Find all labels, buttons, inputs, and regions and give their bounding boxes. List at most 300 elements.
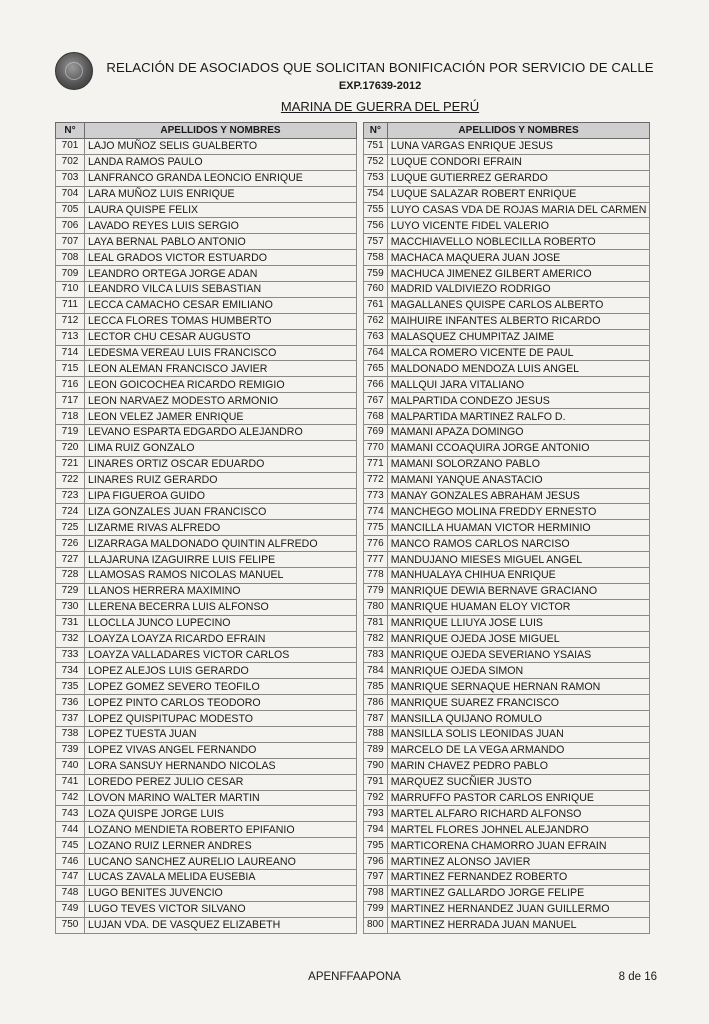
- table-row: [56, 170, 357, 186]
- row-number: 782: [364, 631, 388, 647]
- page-title: RELACIÓN DE ASOCIADOS QUE SOLICITAN BONIFICACIÓN POR SERVICIO DE CALLE: [106, 60, 654, 75]
- member-name: MALLQUI JARA VITALIANO: [387, 377, 650, 393]
- row-number: 800: [364, 917, 388, 933]
- row-number: 794: [364, 822, 388, 838]
- row-number: 729: [56, 583, 85, 599]
- member-name: LOPEZ ALEJOS LUIS GERARDO: [85, 663, 357, 679]
- row-number: 790: [364, 758, 388, 774]
- row-number: 772: [364, 472, 388, 488]
- member-name: LEON VELEZ JAMER ENRIQUE: [85, 409, 357, 425]
- roster-table-left: [55, 122, 357, 934]
- row-number: 740: [56, 758, 85, 774]
- table-row: [364, 377, 650, 393]
- member-name: LEVANO ESPARTA EDGARDO ALEJANDRO: [85, 425, 357, 441]
- row-number: 724: [56, 504, 85, 520]
- member-name: MANCHEGO MOLINA FREDDY ERNESTO: [387, 504, 650, 520]
- member-name: MANRIQUE HUAMAN ELOY VICTOR: [387, 599, 650, 615]
- page-number: 8 de 16: [618, 971, 657, 983]
- member-name: MANRIQUE LLIUYA JOSE LUIS: [387, 615, 650, 631]
- row-number: 709: [56, 266, 85, 282]
- table-row: [364, 599, 650, 615]
- row-number: 752: [364, 154, 388, 170]
- row-number: 787: [364, 711, 388, 727]
- member-name: LEANDRO ORTEGA JORGE ADAN: [85, 266, 357, 282]
- row-number: 733: [56, 647, 85, 663]
- member-name: LLOCLLA JUNCO LUPECINO: [85, 615, 357, 631]
- row-number: 799: [364, 901, 388, 917]
- table-row: [56, 742, 357, 758]
- row-number: 732: [56, 631, 85, 647]
- table-row: [364, 472, 650, 488]
- table-row: [364, 409, 650, 425]
- member-name: LANFRANCO GRANDA LEONCIO ENRIQUE: [85, 170, 357, 186]
- member-name: MAMANI YANQUE ANASTACIO: [387, 472, 650, 488]
- row-number: 778: [364, 568, 388, 584]
- member-name: MACHACA MAQUERA JUAN JOSE: [387, 250, 650, 266]
- table-row: [364, 869, 650, 885]
- table-row: [56, 615, 357, 631]
- row-number: 748: [56, 885, 85, 901]
- table-row: [56, 663, 357, 679]
- table-row: [56, 536, 357, 552]
- row-number: 717: [56, 393, 85, 409]
- row-number: 725: [56, 520, 85, 536]
- table-row: [364, 568, 650, 584]
- row-number: 734: [56, 663, 85, 679]
- table-row: [364, 154, 650, 170]
- member-name: MANRIQUE SERNAQUE HERNAN RAMON: [387, 679, 650, 695]
- row-number: 776: [364, 536, 388, 552]
- row-number: 720: [56, 440, 85, 456]
- table-row: [56, 568, 357, 584]
- institution-seal-icon: [55, 52, 93, 90]
- row-number: 771: [364, 456, 388, 472]
- table-row: [364, 583, 650, 599]
- member-name: LEANDRO VILCA LUIS SEBASTIAN: [85, 282, 357, 298]
- member-name: LUQUE CONDORI EFRAIN: [387, 154, 650, 170]
- member-name: LOAYZA LOAYZA RICARDO EFRAIN: [85, 631, 357, 647]
- row-number: 749: [56, 901, 85, 917]
- member-name: MARTINEZ ALONSO JAVIER: [387, 854, 650, 870]
- member-name: LIPA FIGUEROA GUIDO: [85, 488, 357, 504]
- row-number: 775: [364, 520, 388, 536]
- member-name: MAMANI SOLORZANO PABLO: [387, 456, 650, 472]
- table-row: [56, 154, 357, 170]
- table-row: [364, 520, 650, 536]
- member-name: LEAL GRADOS VICTOR ESTUARDO: [85, 250, 357, 266]
- member-name: MARTEL FLORES JOHNEL ALEJANDRO: [387, 822, 650, 838]
- table-row: [364, 504, 650, 520]
- member-name: MARIN CHAVEZ PEDRO PABLO: [387, 758, 650, 774]
- table-row: [56, 869, 357, 885]
- roster-table-right: [363, 122, 650, 934]
- table-row: [364, 917, 650, 933]
- row-number: 769: [364, 425, 388, 441]
- table-row: [56, 695, 357, 711]
- table-row: [364, 822, 650, 838]
- row-number: 756: [364, 218, 388, 234]
- member-name: MANRIQUE OJEDA SEVERIANO YSAIAS: [387, 647, 650, 663]
- member-name: MALPARTIDA MARTINEZ RALFO D.: [387, 409, 650, 425]
- member-name: LOPEZ VIVAS ANGEL FERNANDO: [85, 742, 357, 758]
- row-number: 789: [364, 742, 388, 758]
- table-row: [56, 599, 357, 615]
- member-name: MARTEL ALFARO RICHARD ALFONSO: [387, 806, 650, 822]
- row-number: 750: [56, 917, 85, 933]
- table-row: [364, 186, 650, 202]
- member-name: LOPEZ PINTO CARLOS TEODORO: [85, 695, 357, 711]
- member-name: LIZARME RIVAS ALFREDO: [85, 520, 357, 536]
- table-row: [364, 329, 650, 345]
- member-name: LEON GOICOCHEA RICARDO REMIGIO: [85, 377, 357, 393]
- member-name: MAGALLANES QUISPE CARLOS ALBERTO: [387, 297, 650, 313]
- row-number: 730: [56, 599, 85, 615]
- table-row: [56, 679, 357, 695]
- member-name: MANRIQUE OJEDA SIMON: [387, 663, 650, 679]
- row-number: 723: [56, 488, 85, 504]
- row-number: 702: [56, 154, 85, 170]
- row-number: 731: [56, 615, 85, 631]
- member-name: LOREDO PEREZ JULIO CESAR: [85, 774, 357, 790]
- member-name: LLANOS HERRERA MAXIMINO: [85, 583, 357, 599]
- member-name: MANSILLA QUIJANO ROMULO: [387, 711, 650, 727]
- table-row: [364, 282, 650, 298]
- table-row: [56, 758, 357, 774]
- footer-organization: APENFFAAPONA: [308, 971, 401, 983]
- table-row: [56, 631, 357, 647]
- column-header-name: APELLIDOS Y NOMBRES: [387, 123, 650, 139]
- member-name: LUYO CASAS VDA DE ROJAS MARIA DEL CARMEN: [387, 202, 650, 218]
- table-row: [56, 472, 357, 488]
- table-row: [364, 695, 650, 711]
- row-number: 795: [364, 838, 388, 854]
- table-row: [56, 711, 357, 727]
- member-name: LECTOR CHU CESAR AUGUSTO: [85, 329, 357, 345]
- row-number: 755: [364, 202, 388, 218]
- table-row: [364, 425, 650, 441]
- row-number: 774: [364, 504, 388, 520]
- row-number: 701: [56, 139, 85, 155]
- table-row: [56, 917, 357, 933]
- table-row: [56, 202, 357, 218]
- member-name: LINARES RUIZ GERARDO: [85, 472, 357, 488]
- row-number: 746: [56, 854, 85, 870]
- row-number: 791: [364, 774, 388, 790]
- row-number: 792: [364, 790, 388, 806]
- table-row: [56, 361, 357, 377]
- table-row: [364, 393, 650, 409]
- table-row: [56, 456, 357, 472]
- row-number: 705: [56, 202, 85, 218]
- row-number: 753: [364, 170, 388, 186]
- member-name: MANDUJANO MIESES MIGUEL ANGEL: [387, 552, 650, 568]
- row-number: 767: [364, 393, 388, 409]
- table-row: [56, 822, 357, 838]
- column-header-name: APELLIDOS Y NOMBRES: [85, 123, 357, 139]
- table-row: [364, 552, 650, 568]
- table-header-row: [364, 123, 650, 139]
- row-number: 742: [56, 790, 85, 806]
- table-row: [364, 250, 650, 266]
- row-number: 710: [56, 282, 85, 298]
- table-row: [364, 631, 650, 647]
- row-number: 751: [364, 139, 388, 155]
- table-row: [364, 345, 650, 361]
- table-row: [364, 758, 650, 774]
- member-name: MARCELO DE LA VEGA ARMANDO: [387, 742, 650, 758]
- member-name: MACHUCA JIMENEZ GILBERT AMERICO: [387, 266, 650, 282]
- row-number: 770: [364, 440, 388, 456]
- row-number: 741: [56, 774, 85, 790]
- member-name: LLAJARUNA IZAGUIRRE LUIS FELIPE: [85, 552, 357, 568]
- table-row: [364, 456, 650, 472]
- member-name: MALPARTIDA CONDEZO JESUS: [387, 393, 650, 409]
- member-name: MALDONADO MENDOZA LUIS ANGEL: [387, 361, 650, 377]
- row-number: 721: [56, 456, 85, 472]
- table-row: [364, 536, 650, 552]
- member-name: LOPEZ TUESTA JUAN: [85, 726, 357, 742]
- row-number: 781: [364, 615, 388, 631]
- table-row: [56, 345, 357, 361]
- table-row: [364, 202, 650, 218]
- row-number: 786: [364, 695, 388, 711]
- member-name: LECCA CAMACHO CESAR EMILIANO: [85, 297, 357, 313]
- row-number: 736: [56, 695, 85, 711]
- table-row: [364, 615, 650, 631]
- member-name: MADRID VALDIVIEZO RODRIGO: [387, 282, 650, 298]
- roster-body-right: [364, 139, 650, 934]
- member-name: LOPEZ QUISPITUPAC MODESTO: [85, 711, 357, 727]
- table-row: [56, 250, 357, 266]
- row-number: 712: [56, 313, 85, 329]
- row-number: 754: [364, 186, 388, 202]
- table-row: [364, 297, 650, 313]
- row-number: 728: [56, 568, 85, 584]
- table-row: [364, 806, 650, 822]
- table-row: [56, 440, 357, 456]
- member-name: MANHUALAYA CHIHUA ENRIQUE: [387, 568, 650, 584]
- row-number: 706: [56, 218, 85, 234]
- table-row: [364, 901, 650, 917]
- row-number: 711: [56, 297, 85, 313]
- member-name: LAURA QUISPE FELIX: [85, 202, 357, 218]
- table-row: [364, 488, 650, 504]
- member-name: LEON NARVAEZ MODESTO ARMONIO: [85, 393, 357, 409]
- table-row: [56, 297, 357, 313]
- row-number: 793: [364, 806, 388, 822]
- row-number: 727: [56, 552, 85, 568]
- row-number: 788: [364, 726, 388, 742]
- column-header-number: N°: [56, 123, 85, 139]
- table-row: [56, 901, 357, 917]
- row-number: 762: [364, 313, 388, 329]
- member-name: LAYA BERNAL PABLO ANTONIO: [85, 234, 357, 250]
- member-name: LUNA VARGAS ENRIQUE JESUS: [387, 139, 650, 155]
- member-name: LUGO BENITES JUVENCIO: [85, 885, 357, 901]
- row-number: 783: [364, 647, 388, 663]
- table-row: [56, 504, 357, 520]
- member-name: MANRIQUE OJEDA JOSE MIGUEL: [387, 631, 650, 647]
- member-name: MARRUFFO PASTOR CARLOS ENRIQUE: [387, 790, 650, 806]
- row-number: 747: [56, 869, 85, 885]
- table-row: [56, 282, 357, 298]
- member-name: LUCANO SANCHEZ AURELIO LAUREANO: [85, 854, 357, 870]
- row-number: 744: [56, 822, 85, 838]
- table-row: [56, 790, 357, 806]
- member-name: LUQUE GUTIERREZ GERARDO: [387, 170, 650, 186]
- row-number: 768: [364, 409, 388, 425]
- table-row: [56, 409, 357, 425]
- member-name: LUQUE SALAZAR ROBERT ENRIQUE: [387, 186, 650, 202]
- table-row: [364, 139, 650, 155]
- row-number: 718: [56, 409, 85, 425]
- roster-body-left: [56, 139, 357, 934]
- member-name: LIZARRAGA MALDONADO QUINTIN ALFREDO: [85, 536, 357, 552]
- member-name: LINARES ORTIZ OSCAR EDUARDO: [85, 456, 357, 472]
- row-number: 743: [56, 806, 85, 822]
- table-row: [364, 742, 650, 758]
- member-name: MARTINEZ FERNANDEZ ROBERTO: [387, 869, 650, 885]
- table-row: [364, 234, 650, 250]
- table-row: [56, 488, 357, 504]
- table-row: [56, 838, 357, 854]
- table-row: [56, 393, 357, 409]
- table-row: [56, 647, 357, 663]
- member-name: LOZANO MENDIETA ROBERTO EPIFANIO: [85, 822, 357, 838]
- member-name: MARTINEZ GALLARDO JORGE FELIPE: [387, 885, 650, 901]
- member-name: MANCO RAMOS CARLOS NARCISO: [387, 536, 650, 552]
- table-row: [56, 266, 357, 282]
- table-row: [56, 139, 357, 155]
- row-number: 780: [364, 599, 388, 615]
- table-row: [364, 440, 650, 456]
- table-row: [364, 170, 650, 186]
- member-name: LOAYZA VALLADARES VICTOR CARLOS: [85, 647, 357, 663]
- table-row: [364, 266, 650, 282]
- member-name: LUGO TEVES VICTOR SILVANO: [85, 901, 357, 917]
- table-header-row: [56, 123, 357, 139]
- member-name: LUCAS ZAVALA MELIDA EUSEBIA: [85, 869, 357, 885]
- institution-name: MARINA DE GUERRA DEL PERÚ: [280, 99, 480, 114]
- row-number: 760: [364, 282, 388, 298]
- table-row: [364, 790, 650, 806]
- row-number: 773: [364, 488, 388, 504]
- member-name: LUJAN VDA. DE VASQUEZ ELIZABETH: [85, 917, 357, 933]
- row-number: 719: [56, 425, 85, 441]
- table-row: [56, 186, 357, 202]
- table-row: [56, 234, 357, 250]
- member-name: LIZA GONZALES JUAN FRANCISCO: [85, 504, 357, 520]
- table-row: [364, 885, 650, 901]
- member-name: LOZA QUISPE JORGE LUIS: [85, 806, 357, 822]
- row-number: 726: [56, 536, 85, 552]
- row-number: 763: [364, 329, 388, 345]
- member-name: MANAY GONZALES ABRAHAM JESUS: [387, 488, 650, 504]
- table-row: [56, 854, 357, 870]
- member-name: LLERENA BECERRA LUIS ALFONSO: [85, 599, 357, 615]
- row-number: 714: [56, 345, 85, 361]
- row-number: 785: [364, 679, 388, 695]
- table-row: [56, 774, 357, 790]
- member-name: MAMANI CCOAQUIRA JORGE ANTONIO: [387, 440, 650, 456]
- member-name: LECCA FLORES TOMAS HUMBERTO: [85, 313, 357, 329]
- member-name: MALASQUEZ CHUMPITAZ JAIME: [387, 329, 650, 345]
- member-name: LEDESMA VEREAU LUIS FRANCISCO: [85, 345, 357, 361]
- row-number: 707: [56, 234, 85, 250]
- member-name: MANRIQUE SUAREZ FRANCISCO: [387, 695, 650, 711]
- row-number: 735: [56, 679, 85, 695]
- table-row: [56, 583, 357, 599]
- row-number: 798: [364, 885, 388, 901]
- member-name: MACCHIAVELLO NOBLECILLA ROBERTO: [387, 234, 650, 250]
- table-row: [364, 647, 650, 663]
- row-number: 796: [364, 854, 388, 870]
- table-row: [364, 838, 650, 854]
- row-number: 764: [364, 345, 388, 361]
- member-name: LOZANO RUIZ LERNER ANDRES: [85, 838, 357, 854]
- row-number: 784: [364, 663, 388, 679]
- member-name: LLAMOSAS RAMOS NICOLAS MANUEL: [85, 568, 357, 584]
- row-number: 738: [56, 726, 85, 742]
- table-row: [56, 377, 357, 393]
- row-number: 737: [56, 711, 85, 727]
- table-row: [364, 726, 650, 742]
- member-name: LARA MUÑOZ LUIS ENRIQUE: [85, 186, 357, 202]
- row-number: 715: [56, 361, 85, 377]
- table-row: [364, 663, 650, 679]
- member-name: MARTINEZ HERRADA JUAN MANUEL: [387, 917, 650, 933]
- table-row: [364, 218, 650, 234]
- row-number: 761: [364, 297, 388, 313]
- member-name: MANSILLA SOLIS LEONIDAS JUAN: [387, 726, 650, 742]
- row-number: 766: [364, 377, 388, 393]
- member-name: LAJO MUÑOZ SELIS GUALBERTO: [85, 139, 357, 155]
- row-number: 765: [364, 361, 388, 377]
- member-name: MAIHUIRE INFANTES ALBERTO RICARDO: [387, 313, 650, 329]
- table-row: [56, 425, 357, 441]
- row-number: 704: [56, 186, 85, 202]
- member-name: MARTICORENA CHAMORRO JUAN EFRAIN: [387, 838, 650, 854]
- row-number: 716: [56, 377, 85, 393]
- table-row: [364, 679, 650, 695]
- row-number: 703: [56, 170, 85, 186]
- table-row: [56, 726, 357, 742]
- table-row: [56, 329, 357, 345]
- member-name: LUYO VICENTE FIDEL VALERIO: [387, 218, 650, 234]
- member-name: LORA SANSUY HERNANDO NICOLAS: [85, 758, 357, 774]
- member-name: MARTINEZ HERNANDEZ JUAN GUILLERMO: [387, 901, 650, 917]
- member-name: LOPEZ GOMEZ SEVERO TEOFILO: [85, 679, 357, 695]
- member-name: LANDA RAMOS PAULO: [85, 154, 357, 170]
- member-name: MAMANI APAZA DOMINGO: [387, 425, 650, 441]
- member-name: LOVON MARINO WALTER MARTIN: [85, 790, 357, 806]
- row-number: 797: [364, 869, 388, 885]
- table-row: [56, 885, 357, 901]
- member-name: MALCA ROMERO VICENTE DE PAUL: [387, 345, 650, 361]
- table-row: [56, 520, 357, 536]
- row-number: 777: [364, 552, 388, 568]
- table-row: [364, 361, 650, 377]
- row-number: 713: [56, 329, 85, 345]
- table-row: [56, 806, 357, 822]
- table-row: [364, 774, 650, 790]
- table-row: [56, 313, 357, 329]
- column-header-number: N°: [364, 123, 388, 139]
- row-number: 779: [364, 583, 388, 599]
- expediente-number: EXP.17639-2012: [338, 80, 422, 92]
- row-number: 758: [364, 250, 388, 266]
- table-row: [364, 711, 650, 727]
